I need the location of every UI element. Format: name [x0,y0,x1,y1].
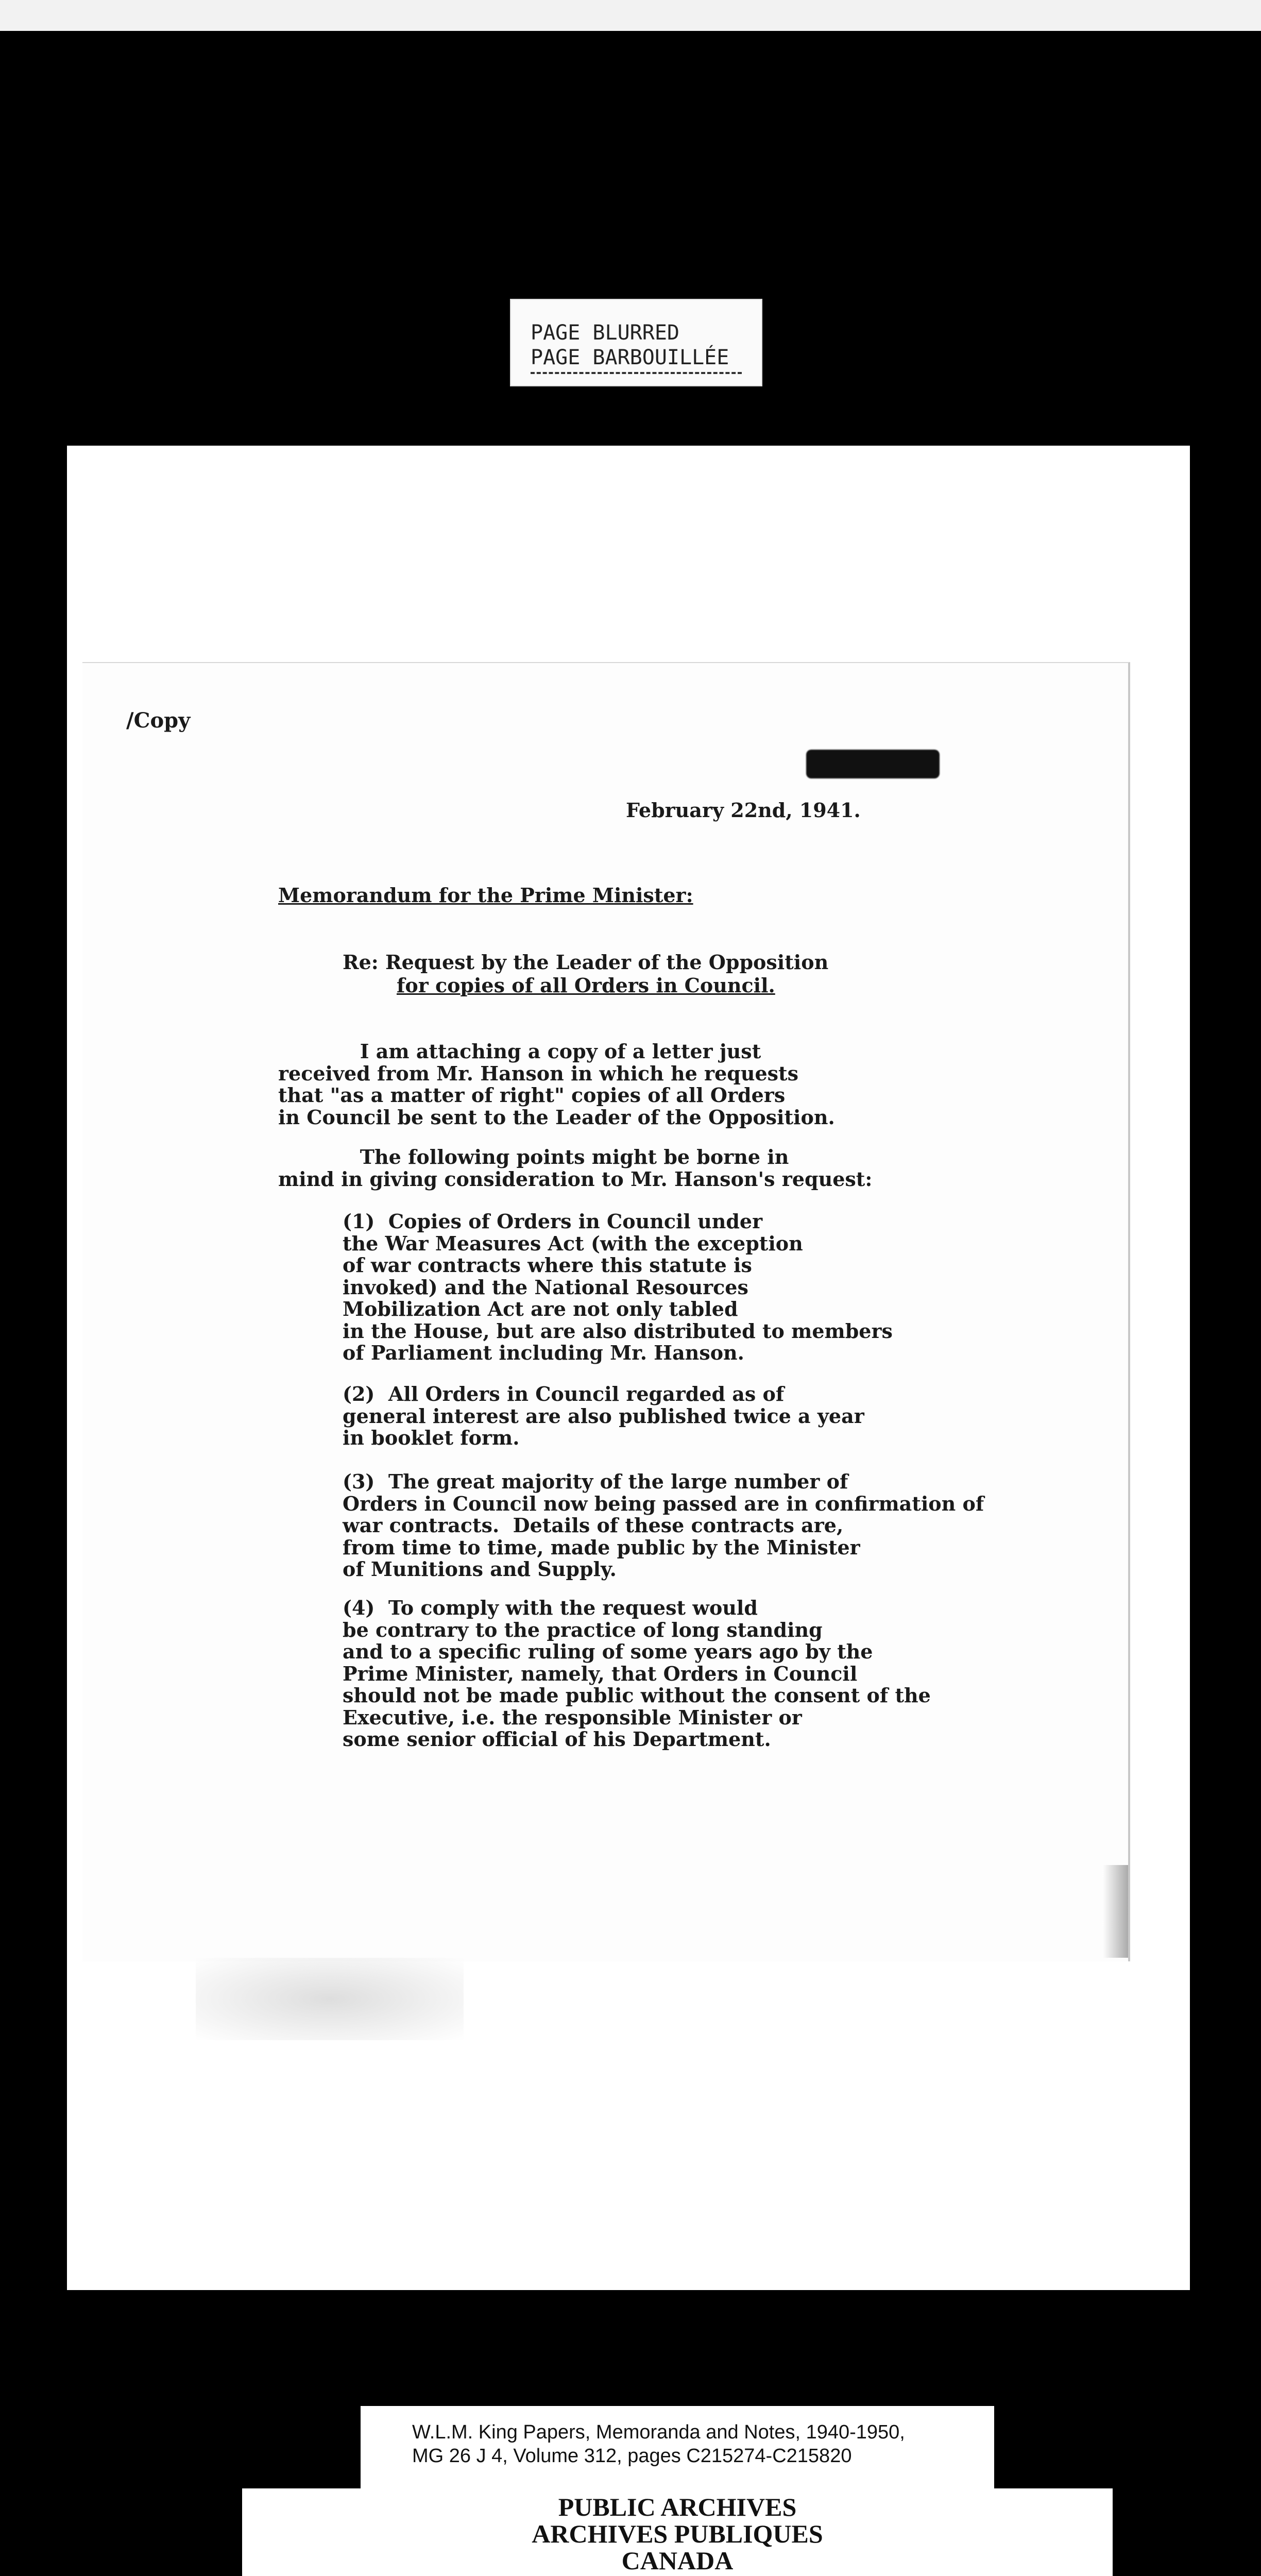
footer-corner-left [242,2421,361,2488]
footer-corner-right [994,2421,1113,2488]
subject-line-1: Re: Request by the Leader of the Opposition [343,951,829,974]
copy-mark: /Copy [126,708,191,733]
scan-smudge [196,1958,464,2040]
paragraph-attachment: I am attaching a copy of a letter just received from Mr. Hanson in which he requests that "as a matter of right" copies of all Orders in Council be sent to the Leader of the Opposition. [278,1040,835,1129]
collection-caption [361,2406,994,2488]
archives-line-3: CANADA [621,2546,734,2575]
point-2: (2) All Orders in Council regarded as of general interest are also published twice a year in booklet form. [343,1382,864,1449]
blur-label-line2: PAGE BARBOUILLÉE [531,346,729,369]
archives-line-2: ARCHIVES PUBLIQUES [532,2519,823,2548]
archives-line-1: PUBLIC ARCHIVES [558,2493,797,2521]
point-4: (4) To comply with the request would be contrary to the practice of long standing and to a specific ruling of some years ago by the Prime Minister, namely, that Orders in Council should not be made public without the consent of the Executive, i.e. the responsible Minister or some senior official of his Department. [343,1596,931,1751]
document-number-stamp [806,750,940,778]
caption-line-2: MG 26 J 4, Volume 312, pages C215274-C215820 [412,2445,852,2467]
paragraph-points-intro: The following points might be borne in mind in giving consideration to Mr. Hanson's request: [278,1145,873,1191]
archives-stamp [361,2494,994,2574]
label-dashed-line [531,372,742,374]
page-edge-shadow [1102,1865,1128,1958]
point-1: (1) Copies of Orders in Council under the War Measures Act (with the exception of war contracts where this statute is invoked) and the National Resources Mobilization Act are not only tabled in the House, but are also distributed to members of Parliament including Mr. Hanson. [343,1210,893,1364]
point-3: (3) The great majority of the large number of Orders in Council now being passed are in confirmation of war contracts. Details of these contracts are, from time to time, made public by the Minister of Munitions and Supply. [343,1470,984,1581]
top-border-strip [0,0,1261,31]
caption-line-1: W.L.M. King Papers, Memoranda and Notes, 1940-1950, [412,2421,905,2443]
subject-line-2: for copies of all Orders in Council. [397,974,775,997]
memo-heading: Memorandum for the Prime Minister: [278,884,693,907]
memo-date: February 22nd, 1941. [626,799,861,822]
page-blurred-label [510,299,762,386]
blur-label-line1: PAGE BLURRED [531,321,679,345]
